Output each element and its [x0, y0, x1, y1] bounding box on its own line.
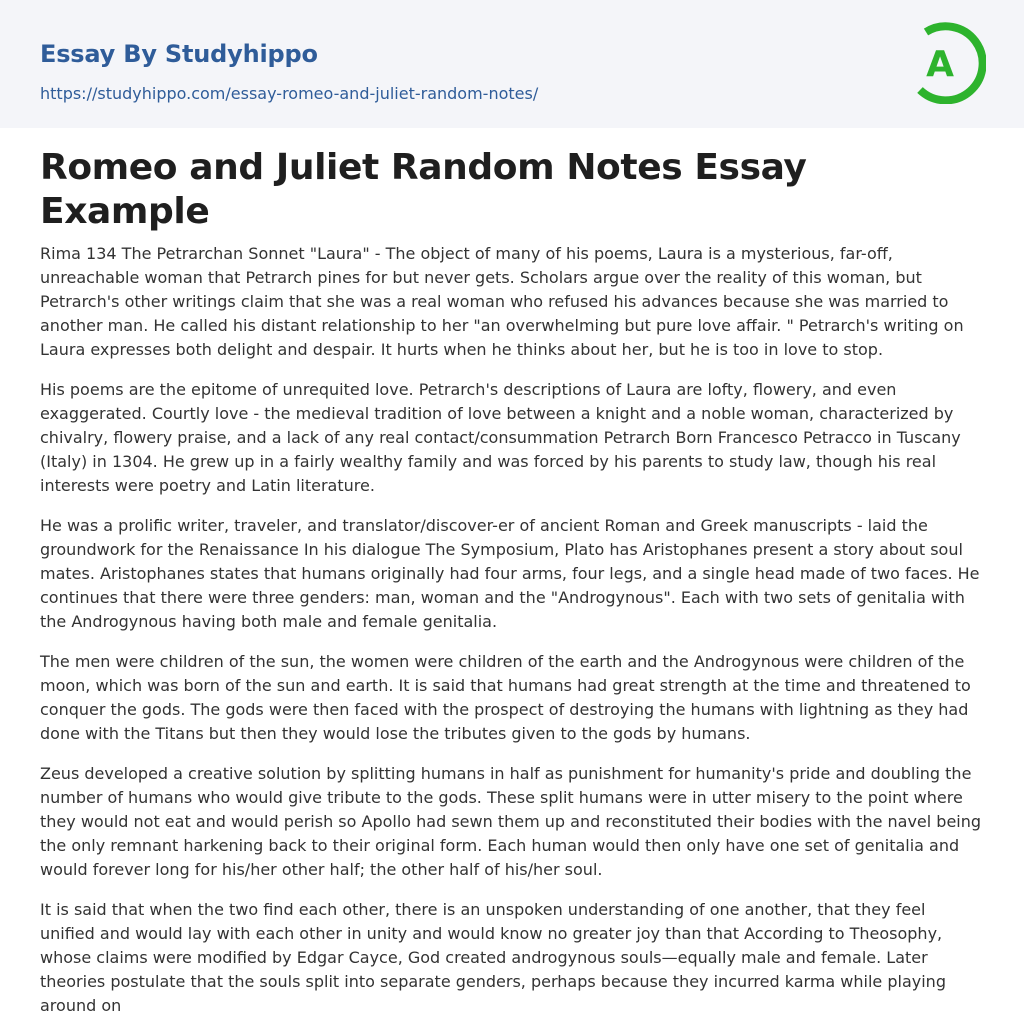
page-url-link[interactable]: https://studyhippo.com/essay-romeo-and-juliet-random-notes/ [40, 84, 539, 103]
paragraph: The men were children of the sun, the women were children of the earth and the Androgynous were children of the moon, which was born of the sun and earth. It is said that humans had great strength at the time and threatened to conquer the gods. The gods were then faced with the prospect of destroying the humans with lightning as they had done with the Titans but then they would lose the tributes given to the gods by humans. [40, 652, 971, 743]
logo-letter: A [926, 44, 954, 85]
paragraph: Rima 134 The Petrarchan Sonnet "Laura" - The object of many of his poems, Laura is a mysterious, far-off, unreachable woman that Petrarch pines for but never gets. Scholars argue over the reality of this woman, but Petrarch's other writings claim that she was a real woman who refused his advances because she was married to another man. He called his distant relationship to her "an overwhelming but pure love affair. " Petrarch's writing on Laura expresses both delight and despair. It hurts when he thinks about her, but he is too in love to stop. [40, 244, 964, 359]
paragraph: His poems are the epitome of unrequited love. Petrarch's descriptions of Laura are lofty, flowery, and even exaggerated. Courtly love - the medieval tradition of love between a knight and a noble woman, characterized by chivalry, flowery praise, and a lack of any real contact/consummation Petrarch Born Francesco Petracco in Tuscany (Italy) in 1304. He grew up in a fairly wealthy family and was forced by his parents to study law, though his real interests were poetry and Latin literature. [40, 380, 961, 495]
paragraph: Zeus developed a creative solution by splitting humans in half as punishment for humanity's pride and doubling the number of humans who would give tribute to the gods. These split humans were in utter misery to the point where they would not eat and would perish so Apollo had sewn them up and reconstituted their bodies with the navel being the only remnant harkening back to their original form. Each human would then only have one set of genitalia and would forever long for his/her other half; the other half of his/her soul. [40, 764, 982, 879]
paragraph: He was a prolific writer, traveler, and translator/discover-er of ancient Roman and Greek manuscripts - laid the groundwork for the Renaissance In his dialogue The Symposium, Plato has Aristophanes present a story about soul mates. Aristophanes states that humans originally had four arms, four legs, and a single head made of two faces. He continues that there were three genders: man, woman and the "Androgynous". Each with two sets of genitalia with the Androgynous having both male and female genitalia. [40, 516, 980, 631]
site-brand-link[interactable]: Essay By Studyhippo [40, 40, 318, 68]
logo-ring-icon [912, 20, 986, 104]
article [40, 146, 984, 1034]
page-title: Romeo and Juliet Random Notes Essay Example [40, 147, 807, 232]
paragraph: It is said that when the two find each other, there is an unspoken understanding of one another, that they feel unified and would lay with each other in unity and would know no greater joy than that According to Theosophy, whose claims were modified by Edgar Cayce, God created androgynous souls—equally male and female. Later theories postulate that the souls split into separate genders, perhaps because they incurred karma while playing around on [40, 900, 946, 1015]
studyhippo-logo[interactable] [912, 20, 986, 104]
site-header [0, 0, 1024, 128]
